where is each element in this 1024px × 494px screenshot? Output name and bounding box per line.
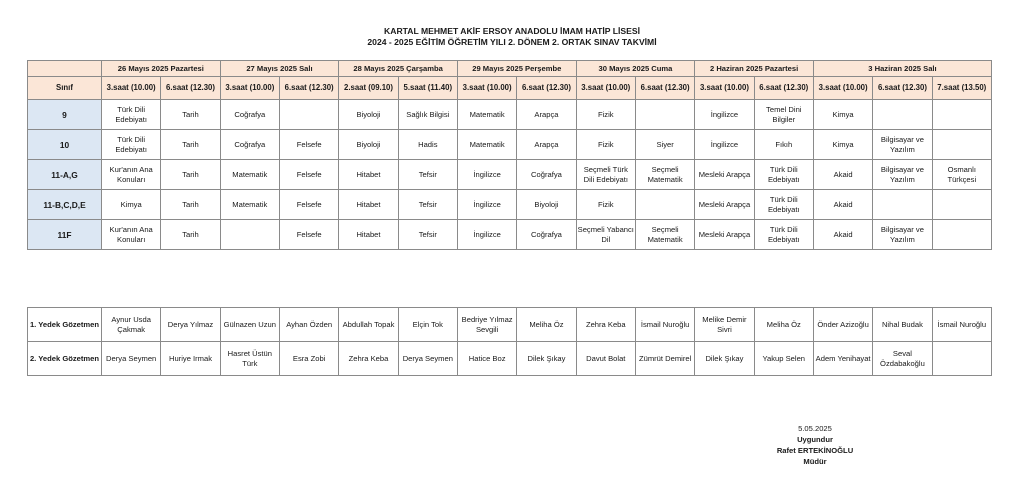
signature-approval: Uygundur (797, 435, 833, 444)
exam-cell: Coğrafya (220, 100, 279, 130)
exam-cell: İngilizce (695, 130, 754, 160)
proctor-role: 1. Yedek Gözetmen (28, 308, 102, 342)
hour-header: 3.saat (10.00) (220, 77, 279, 100)
proctor-name: Zehra Keba (576, 308, 635, 342)
exam-cell: Hitabet (339, 190, 398, 220)
hour-header: 6.saat (12.30) (517, 77, 576, 100)
exam-cell: Fizik (576, 130, 635, 160)
proctor-name: Meliha Öz (517, 308, 576, 342)
hour-header: 3.saat (10.00) (102, 77, 161, 100)
exam-cell: Sağlık Bilgisi (398, 100, 457, 130)
proctor-name: Gülnazen Uzun (220, 308, 279, 342)
exam-cell: Mesleki Arapça (695, 160, 754, 190)
exam-cell: Akaid (813, 190, 872, 220)
signature-title: Müdür (803, 457, 827, 466)
proctor-name: Ayhan Özden (279, 308, 338, 342)
proctor-name: Adem Yenihayat (813, 342, 872, 376)
schedule-subtitle: 2024 - 2025 EĞİTİM ÖĞRETİM YILI 2. DÖNEM 2. ORTAK SINAV TAKVİMİ (367, 37, 657, 47)
exam-cell: Arapça (517, 130, 576, 160)
proctor-name: Yakup Selen (754, 342, 813, 376)
proctor-name: Seval Özdabakoğlu (873, 342, 932, 376)
exam-cell: Fizik (576, 100, 635, 130)
exam-cell: Hitabet (339, 160, 398, 190)
hour-header: 6.saat (12.30) (279, 77, 338, 100)
proctor-row (28, 308, 992, 342)
hour-header: 6.saat (12.30) (161, 77, 220, 100)
exam-cell: Temel Dini Bilgiler (754, 100, 813, 130)
exam-cell: Coğrafya (220, 130, 279, 160)
class-name: 11F (28, 220, 102, 250)
class-row (28, 100, 992, 130)
signature-name: Rafet ERTEKİNOĞLU (776, 446, 854, 455)
date-header-row (28, 61, 992, 77)
proctor-name: Huriye Irmak (161, 342, 220, 376)
proctor-name: Hatice Boz (457, 342, 516, 376)
proctor-name: Dilek Şıkay (695, 342, 754, 376)
date-header: 2 Haziran 2025 Pazartesi (695, 61, 814, 77)
hour-header: 3.saat (10.00) (457, 77, 516, 100)
class-row (28, 130, 992, 160)
proctor-name: Elçin Tok (398, 308, 457, 342)
date-header: 26 Mayıs 2025 Pazartesi (102, 61, 221, 77)
exam-cell: Hadis (398, 130, 457, 160)
class-name: 11-A,G (28, 160, 102, 190)
proctor-table (27, 307, 992, 376)
exam-cell: Osmanlı Türkçesi (932, 160, 991, 190)
exam-cell (932, 190, 991, 220)
date-header: 3 Haziran 2025 Salı (813, 61, 991, 77)
exam-cell: Felsefe (279, 190, 338, 220)
hour-header-row (28, 77, 992, 100)
date-header: 27 Mayıs 2025 Salı (220, 61, 339, 77)
exam-cell: Türk Dili Edebiyatı (102, 100, 161, 130)
class-row (28, 190, 992, 220)
exam-cell: İngilizce (457, 220, 516, 250)
exam-cell: Tarih (161, 130, 220, 160)
exam-cell: Matematik (457, 100, 516, 130)
proctor-name (932, 342, 991, 376)
exam-cell: Coğrafya (517, 220, 576, 250)
exam-cell (635, 190, 694, 220)
exam-cell: Siyer (635, 130, 694, 160)
hour-header: 7.saat (13.50) (932, 77, 991, 100)
hour-header: 6.saat (12.30) (873, 77, 932, 100)
exam-cell (932, 220, 991, 250)
proctor-name: Hasret Üstün Türk (220, 342, 279, 376)
proctor-name: Derya Seymen (102, 342, 161, 376)
exam-cell: Seçmeli Yabancı Dil (576, 220, 635, 250)
exam-cell: Tarih (161, 190, 220, 220)
hour-header: 5.saat (11.40) (398, 77, 457, 100)
exam-cell: Seçmeli Matematik (635, 160, 694, 190)
exam-cell: Biyoloji (517, 190, 576, 220)
exam-cell: Kimya (813, 130, 872, 160)
exam-cell: Türk Dili Edebiyatı (754, 220, 813, 250)
proctor-name: Aynur Usda Çakmak (102, 308, 161, 342)
class-row (28, 220, 992, 250)
hour-header: 3.saat (10.00) (695, 77, 754, 100)
exam-cell: Türk Dili Edebiyatı (754, 160, 813, 190)
exam-cell: Arapça (517, 100, 576, 130)
proctor-name: Esra Zobi (279, 342, 338, 376)
exam-cell: Fıkıh (754, 130, 813, 160)
exam-cell: Kimya (102, 190, 161, 220)
exam-cell: Biyoloji (339, 100, 398, 130)
proctor-name: İsmail Nuroğlu (932, 308, 991, 342)
exam-cell: Mesleki Arapça (695, 190, 754, 220)
exam-cell (873, 100, 932, 130)
exam-cell: Fizik (576, 190, 635, 220)
exam-cell: Akaid (813, 220, 872, 250)
exam-cell: İngilizce (457, 160, 516, 190)
exam-cell: Tefsir (398, 220, 457, 250)
proctor-row (28, 342, 992, 376)
exam-cell: Kimya (813, 100, 872, 130)
exam-cell: Tarih (161, 100, 220, 130)
class-name: 9 (28, 100, 102, 130)
exam-cell: Bilgisayar ve Yazılım (873, 160, 932, 190)
exam-cell: İngilizce (457, 190, 516, 220)
exam-cell (932, 100, 991, 130)
corner-cell (28, 61, 102, 77)
proctor-name: Abdullah Topak (339, 308, 398, 342)
exam-cell: Matematik (220, 160, 279, 190)
exam-cell: Tarih (161, 220, 220, 250)
exam-cell: Matematik (220, 190, 279, 220)
exam-cell: Tarih (161, 160, 220, 190)
exam-cell (279, 100, 338, 130)
exam-cell: Bilgisayar ve Yazılım (873, 130, 932, 160)
school-title: KARTAL MEHMET AKİF ERSOY ANADOLU İMAM HATİP LİSESİ (384, 26, 640, 36)
exam-cell (932, 130, 991, 160)
hour-header: 2.saat (09.10) (339, 77, 398, 100)
exam-schedule-table (27, 60, 992, 250)
exam-cell (635, 100, 694, 130)
proctor-name: Önder Azizoğlu (813, 308, 872, 342)
hour-header: 3.saat (10.00) (576, 77, 635, 100)
class-header: Sınıf (28, 77, 102, 100)
class-row (28, 160, 992, 190)
hour-header: 3.saat (10.00) (813, 77, 872, 100)
exam-cell: Bilgisayar ve Yazılım (873, 220, 932, 250)
date-header: 30 Mayıs 2025 Cuma (576, 61, 695, 77)
exam-cell: Seçmeli Matematik (635, 220, 694, 250)
exam-cell: Coğrafya (517, 160, 576, 190)
exam-cell: Matematik (457, 130, 516, 160)
class-name: 11-B,C,D,E (28, 190, 102, 220)
class-name: 10 (28, 130, 102, 160)
exam-cell: Tefsir (398, 160, 457, 190)
exam-cell (873, 190, 932, 220)
exam-cell: Biyoloji (339, 130, 398, 160)
exam-cell: Türk Dili Edebiyatı (102, 130, 161, 160)
proctor-role: 2. Yedek Gözetmen (28, 342, 102, 376)
proctor-name: Meliha Öz (754, 308, 813, 342)
exam-cell: Kur'anın Ana Konuları (102, 160, 161, 190)
exam-cell: Felsefe (279, 160, 338, 190)
exam-cell: Felsefe (279, 220, 338, 250)
proctor-name: Zehra Keba (339, 342, 398, 376)
proctor-name: Bedriye Yılmaz Sevgili (457, 308, 516, 342)
exam-cell: Kur'anın Ana Konuları (102, 220, 161, 250)
proctor-name: Dilek Şıkay (517, 342, 576, 376)
exam-cell (220, 220, 279, 250)
proctor-name: Zümrüt Demirel (635, 342, 694, 376)
signature-date: 5.05.2025 (798, 424, 832, 433)
exam-cell: Hitabet (339, 220, 398, 250)
exam-cell: Tefsir (398, 190, 457, 220)
date-header: 28 Mayıs 2025 Çarşamba (339, 61, 458, 77)
exam-cell: Seçmeli Türk Dili Edebiyatı (576, 160, 635, 190)
hour-header: 6.saat (12.30) (635, 77, 694, 100)
proctor-name: Davut Bolat (576, 342, 635, 376)
exam-cell: Türk Dili Edebiyatı (754, 190, 813, 220)
exam-cell: Mesleki Arapça (695, 220, 754, 250)
exam-cell: Akaid (813, 160, 872, 190)
proctor-name: İsmail Nuroğlu (635, 308, 694, 342)
exam-cell: İngilizce (695, 100, 754, 130)
hour-header: 6.saat (12.30) (754, 77, 813, 100)
proctor-name: Derya Yılmaz (161, 308, 220, 342)
exam-cell: Felsefe (279, 130, 338, 160)
proctor-name: Derya Seymen (398, 342, 457, 376)
date-header: 29 Mayıs 2025 Perşembe (457, 61, 576, 77)
proctor-name: Melike Demir Sivri (695, 308, 754, 342)
proctor-name: Nihal Budak (873, 308, 932, 342)
